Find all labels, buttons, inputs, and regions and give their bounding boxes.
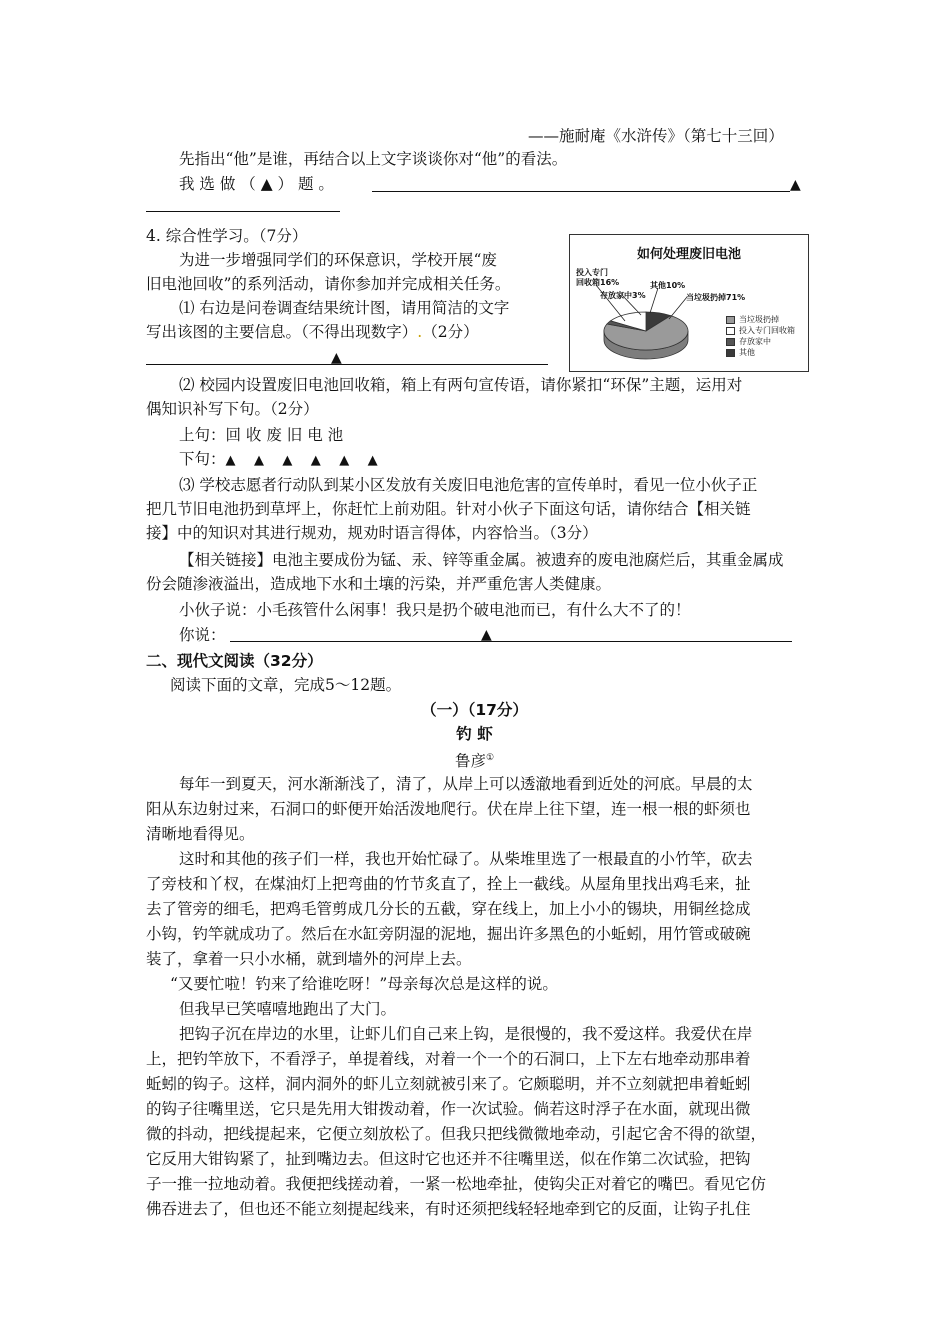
q4-sub3-line2: 把几节旧电池扔到草坪上，你赶忙上前劝阻。针对小伙子下面这句话，请你结合【相关链: [146, 500, 751, 518]
article-line: 去了管旁的细毛，把鸡毛管剪成几分长的五截，穿在线上，加上小小的锡块，用铜丝捻成: [146, 900, 751, 918]
pie-svg: [570, 235, 808, 371]
q3-prompt: 先指出“他”是谁，再结合以上文字谈谈你对“他”的看法。: [179, 150, 568, 168]
q4-heading: 4. 综合性学习。（7分）: [146, 227, 308, 245]
chart-title: 如何处理废旧电池: [636, 247, 741, 262]
you-say-answer-line[interactable]: [230, 641, 792, 642]
article-line: 蚯蚓的钩子。这样，洞内洞外的虾儿立刻就被引来了。它颇聪明，并不立刻就把串着蚯蚓: [146, 1075, 751, 1093]
article-line: “又要忙啦！钓来了给谁吃呀！”母亲每次总是这样的说。: [170, 975, 558, 993]
q4-sub3-line1: ⑶ 学校志愿者行动队到某小区发放有关废旧电池危害的宣传单时，看见一位小伙子正: [179, 476, 758, 494]
you-say-marker: ▲: [481, 627, 492, 643]
q4-sub1-answer-marker: ▲: [331, 350, 342, 366]
article-line: 但我早已笑嘻嘻地跑出了大门。: [179, 1000, 397, 1018]
article-line: 小钩，钓竿就成功了。然后在水缸旁阴湿的泥地，掘出许多黑色的小蚯蚓，用竹管或破碗: [146, 925, 751, 943]
source-attribution: ——施耐庵《水浒传》（第七十三回）: [528, 127, 784, 145]
q4-intro-line2: 旧电池回收”的系列活动，请你参加并完成相关任务。: [146, 275, 511, 293]
article-line: 佛吞进去了，但也还不能立刻提起线来，有时还须把线轻轻地牵到它的反面，让钩子扎住: [146, 1200, 751, 1218]
battery-disposal-pie-chart: [569, 234, 809, 372]
footnote-mark: ①: [485, 753, 495, 763]
separator-rule: [146, 211, 340, 212]
leader-trash: [669, 297, 687, 319]
article-line: 每年一到夏天，河水渐渐浅了，清了，从岸上可以透澈地看到近处的河底。早晨的太: [179, 775, 753, 793]
q4-sub2-line1: ⑵ 校园内设置废旧电池回收箱，箱上有两句宣传语，请你紧扣“环保”主题，运用对: [179, 376, 743, 394]
legend-item-home: 存放家中: [726, 337, 771, 347]
you-say-label: 你说：: [179, 626, 226, 644]
slice-label-other: 其他10%: [650, 281, 686, 290]
q3-choice: 我 选 做 （ ▲ ） 题 。: [179, 175, 334, 193]
related-link-line2: 份会随渗液溢出，造成地下水和土壤的污染，并严重危害人类健康。: [146, 575, 612, 593]
young-man-quote: 小伙子说：小毛孩管什么闲事！我只是扔个破电池而已，有什么大不了的！: [179, 601, 691, 619]
article-title: 钓 虾: [456, 725, 493, 743]
article-line: 把钩子沉在岸边的水里，让虾儿们自己来上钩，是很慢的，我不爱这样。我爱伏在岸: [179, 1025, 753, 1043]
article-line: 的钩子往嘴里送，它只是先用大钳拨动着，作一次试验。倘若这时浮子在水面，就现出微: [146, 1100, 751, 1118]
article-line: 阳从东边射过来，石洞口的虾便开始活泼地爬行。伏在岸上往下望，连一根一根的虾须也: [146, 800, 751, 818]
slice-label-trash: 当垃圾扔掉71%: [686, 293, 746, 302]
q4-sub1-answer-line[interactable]: [146, 364, 548, 365]
section2-heading: 二、现代文阅读（32分）: [146, 652, 323, 670]
article-line: 这时和其他的孩子们一样，我也开始忙碌了。从柴堆里选了一根最直的小竹竿，砍去: [179, 850, 753, 868]
q4-sub2-line2: 偶知识补写下句。（2分）: [146, 400, 319, 418]
article-line: 了旁枝和丫杈，在煤油灯上把弯曲的竹节炙直了，拴上一截线。从屋角里找出鸡毛来，扯: [146, 875, 751, 893]
leader-other: [650, 288, 658, 313]
section2-instruction: 阅读下面的文章，完成5～12题。: [170, 676, 402, 694]
related-link-line1: 【相关链接】电池主要成份为锰、汞、锌等重金属。被遗弃的废电池腐烂后，其重金属成: [179, 551, 784, 569]
legend-item-trash: 当垃圾扔掉: [726, 315, 779, 325]
article-author: 鲁彦①: [454, 752, 495, 771]
lower-couplet: 下句：▲ ▲ ▲ ▲ ▲ ▲: [179, 450, 385, 468]
lower-couplet-blanks[interactable]: ▲ ▲ ▲ ▲ ▲ ▲: [225, 453, 385, 468]
q3-answer-line[interactable]: [372, 191, 790, 192]
article-line: 上，把钓竿放下，不看浮子，单提着线，对着一个一个的石洞口，上下左右地牵动那串着: [146, 1050, 751, 1068]
q4-sub1-line2: 写出该图的主要信息。（不得出现数字）.（2分）: [146, 323, 479, 341]
legend-item-recycle: 投入专门回收箱: [726, 326, 795, 336]
part-heading: （一）（17分）: [421, 701, 528, 719]
upper-couplet: 上句：回 收 废 旧 电 池: [179, 426, 344, 444]
q4-intro-line1: 为进一步增强同学们的环保意识，学校开展“废: [179, 251, 497, 269]
article-line: 清晰地看得见。: [146, 825, 255, 843]
slice-label-home: 存放家中3%: [600, 291, 646, 300]
article-line: 微的抖动，把线提起来，它便立刻放松了。但我只把线微微地牵动，引起它舍不得的欲望，: [146, 1125, 767, 1143]
q4-sub3-line3: 接】中的知识对其进行规劝，规劝时语言得体，内容恰当。（3分）: [146, 524, 598, 542]
q4-sub1-line1: ⑴ 右边是问卷调查结果统计图，请用简洁的文字: [179, 299, 510, 317]
slice-label-recycle: 投入专门 回收箱16%: [576, 268, 620, 287]
article-line: 它反用大钳钩紧了，扯到嘴边去。但这时它也还并不往嘴里送，似在作第二次试验，把钩: [146, 1150, 751, 1168]
article-line: 装了，拿着一只小水桶，就到墙外的河岸上去。: [146, 950, 472, 968]
q3-answer-marker: ▲: [790, 177, 801, 193]
legend-item-other: 其他: [726, 348, 755, 358]
stray-dot: .: [417, 323, 423, 341]
article-line: 子一推一拉地动着。我便把线搓动着，一紧一松地牵扯，使钩尖正对着它的嘴巴。看见它仿: [146, 1175, 767, 1193]
